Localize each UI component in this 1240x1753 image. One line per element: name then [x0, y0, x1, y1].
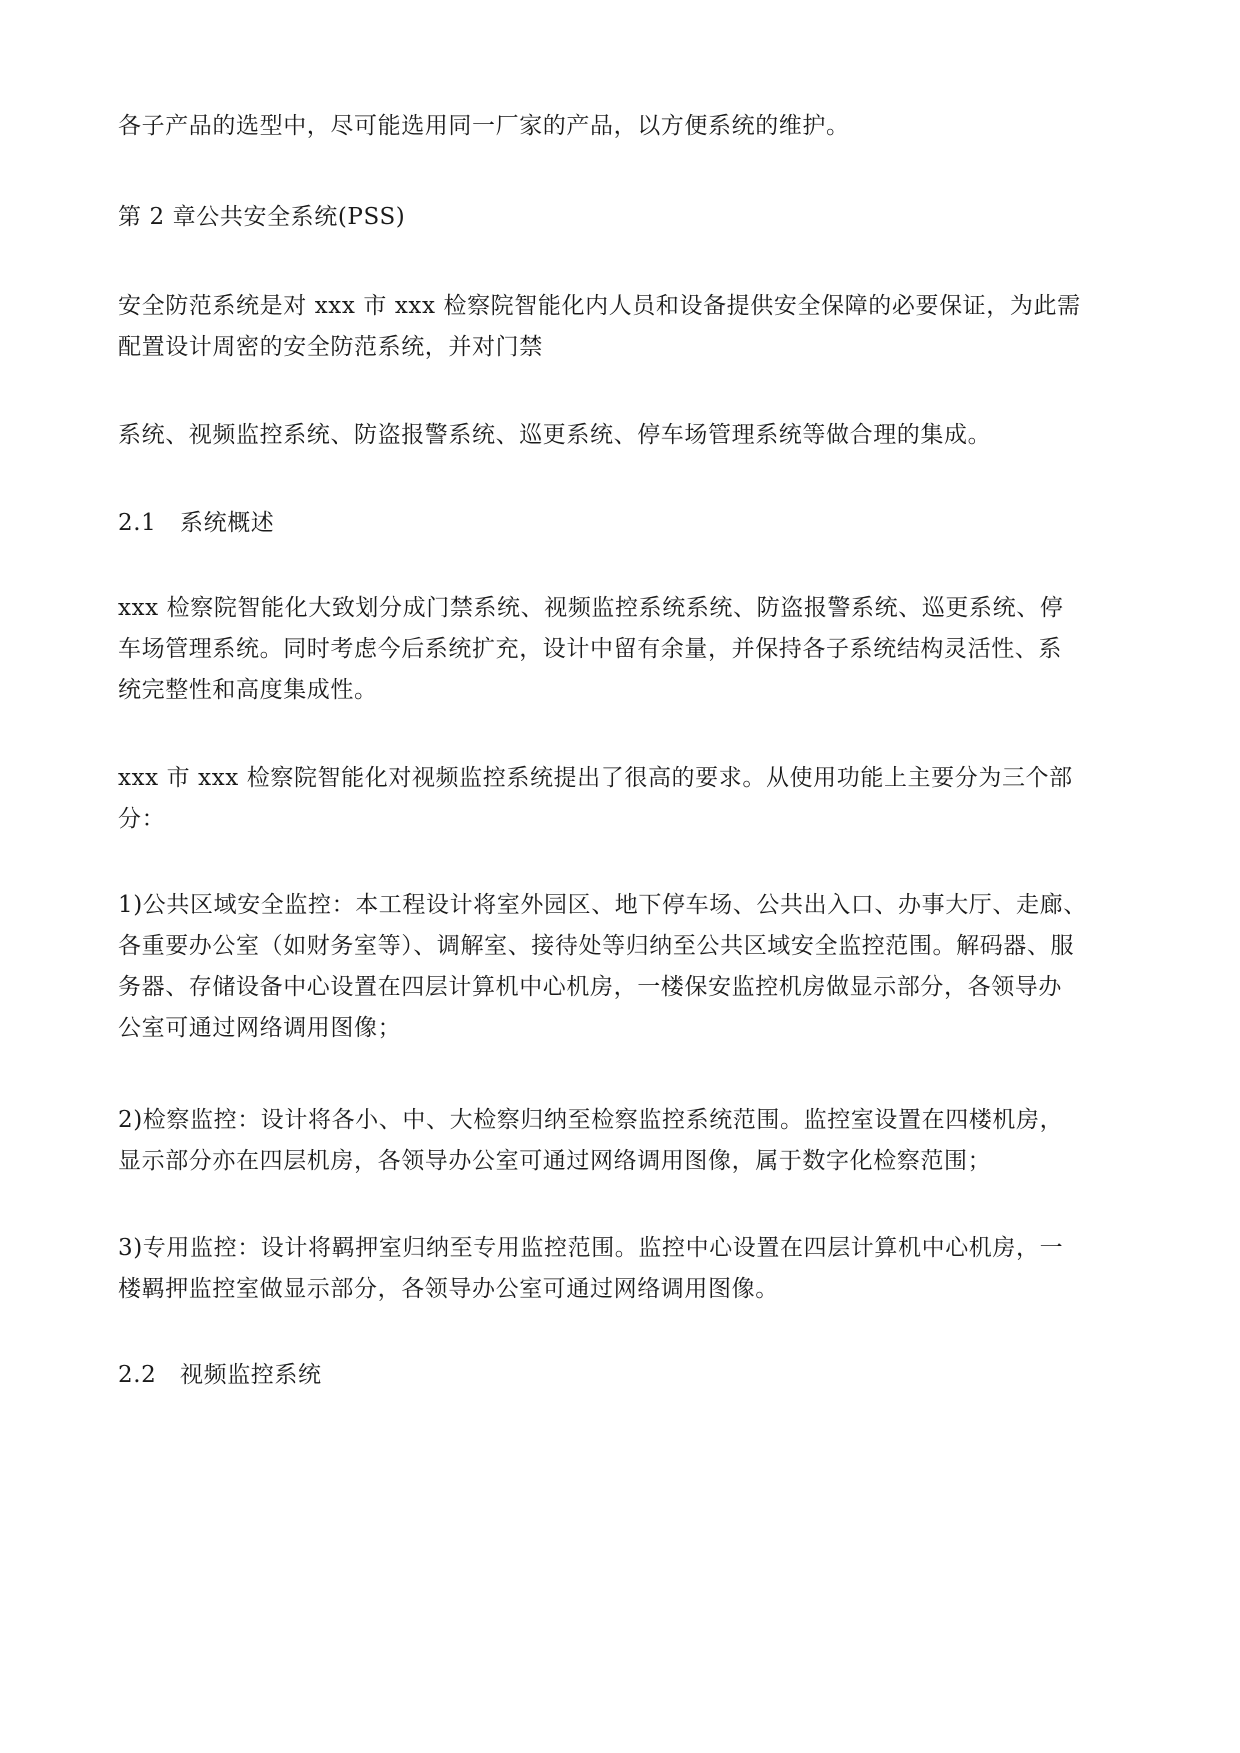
section-title: 视频监控系统: [180, 1362, 322, 1388]
text-line: 配置设计周密的安全防范系统，并对门禁: [118, 334, 543, 360]
paragraph-dedicated-monitoring: [118, 1228, 1128, 1310]
paragraph-system-overview: [118, 588, 1128, 711]
section-heading-2-2: [118, 1355, 1128, 1396]
text-line: 务器、存储设备中心设置在四层计算机中心机房，一楼保安监控机房做显示部分，各领导办: [118, 974, 1062, 1000]
chapter-heading-text: 第 2 章公共安全系统(PSS): [118, 204, 406, 230]
text-line: 车场管理系统。同时考虑今后系统扩充，设计中留有余量，并保持各子系统结构灵活性、系: [118, 636, 1062, 662]
section-number: 2.1: [118, 510, 157, 536]
text-line: xxx 市 xxx 检察院智能化对视频监控系统提出了很高的要求。从使用功能上主要分为三个部: [118, 765, 1073, 791]
text-line: 安全防范系统是对 xxx 市 xxx 检察院智能化内人员和设备提供安全保障的必要保证，为此需: [118, 293, 1081, 319]
paragraph-security-intro: [118, 286, 1128, 368]
paragraph-product-selection: [118, 106, 1128, 147]
text-line: 3)专用监控：设计将羁押室归纳至专用监控范围。监控中心设置在四层计算机中心机房，一: [118, 1235, 1064, 1261]
text-line: 系统、视频监控系统、防盗报警系统、巡更系统、停车场管理系统等做合理的集成。: [118, 422, 992, 448]
section-number: 2.2: [118, 1362, 157, 1388]
paragraph-inspection-monitoring: [118, 1100, 1128, 1182]
text-line: 各子产品的选型中，尽可能选用同一厂家的产品，以方便系统的维护。: [118, 113, 850, 139]
chapter-heading: [118, 197, 1128, 238]
text-line: 统完整性和高度集成性。: [118, 677, 378, 703]
text-line: 公室可通过网络调用图像；: [118, 1015, 402, 1041]
paragraph-system-integration: [118, 415, 1128, 456]
section-heading-2-1: [118, 503, 1128, 544]
text-line: 显示部分亦在四层机房，各领导办公室可通过网络调用图像，属于数字化检察范围；: [118, 1148, 992, 1174]
text-line: 2)检察监控：设计将各小、中、大检察归纳至检察监控系统范围。监控室设置在四楼机房，: [118, 1107, 1064, 1133]
text-line: xxx 检察院智能化大致划分成门禁系统、视频监控系统系统、防盗报警系统、巡更系统、停: [118, 595, 1064, 621]
text-line: 各重要办公室（如财务室等）、调解室、接待处等归纳至公共区域安全监控范围。解码器、服: [118, 933, 1075, 959]
paragraph-public-area-monitoring: [118, 885, 1128, 1049]
paragraph-video-requirements: [118, 758, 1128, 840]
text-line: 1)公共区域安全监控：本工程设计将室外园区、地下停车场、公共出入口、办事大厅、走廊、: [118, 892, 1087, 918]
text-line: 楼羁押监控室做显示部分，各领导办公室可通过网络调用图像。: [118, 1276, 779, 1302]
text-line: 分：: [118, 806, 166, 832]
section-title: 系统概述: [180, 510, 275, 536]
